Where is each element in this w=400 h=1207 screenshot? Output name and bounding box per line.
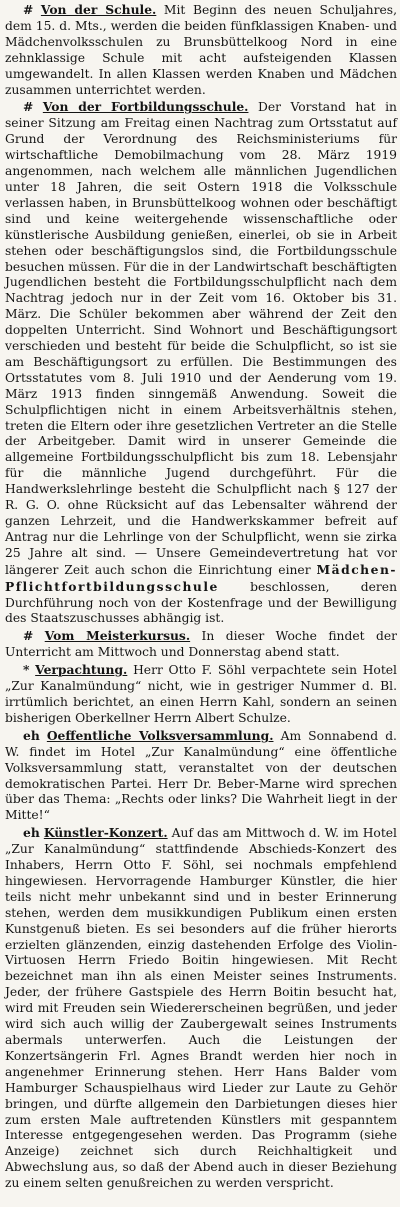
article-body: In dieser Woche findet der Unterricht am Mittwoch und Donnerstag abend statt. (5, 629, 397, 660)
article-body-continued: beschlossen, deren Durchführung noch von der Kostenfrage und der Bewilligung des Staatszuschusses abhängig ist. (5, 579, 397, 626)
article-body: Der Vorstand hat in seiner Sitzung am Freitag einen Nachtrag zum Ortsstatut auf Grund der Verordnung des Reichsministeriums für wirtschaftliche Demobilmachung vom 28. März 1919 angenommen, nach welchem alle männlichen Jugendlichen unter 18 Jahren, die seit Ostern 1918 die Volksschule verlassen haben, in Brunsbüttelkoog wohnen oder beschäftigt sind und keine weitergehende wissenschaftliche oder künstlerische Ausbildung genießen, einerlei, ob sie in Arbeit stehen oder beschäftigungslos sind, die Fortbildungsschule besuchen müssen. Für die in der Landwirtschaft beschäftigten Jugendlichen besteht die Fortbildungsschulpflicht nach dem Nachtrag jedoch nur in der Zeit vom 16. Oktober bis 31. März. Die Schüler bekommen aber während der Zeit den doppelten Unterricht. Sind Wohnort und Beschäftigungsort verschieden und besteht für beide die Schulpflicht, so ist sie am Beschäftigungsort zu erfüllen. Die Bestimmungen des Ortsstatutes vom 8. Juli 1910 und der Aenderung vom 19. März 1913 finden sinngemäß Anwendung. Soweit die Schulpflichtigen nicht in einem Arbeitsverhältnis stehen, treten die Eltern oder ihre gesetzlichen Vertreter an die Stelle der Arbeitgeber. Damit wird in unserer Gemeinde die allgemeine Fortbildungsschulpflicht bis zum 18. Lebensjahr für die männliche Jugend durchgeführt. Für die Handwerkslehrlinge besteht die Schulpflicht nach § 127 der R. G. O. ohne Rücksicht auf das Lebensalter während der ganzen Lehrzeit, und die Handwerkskammer befreit auf Antrag nur die Lehrlinge von der Schulpflicht, wenn sie zirka 25 Jahre alt sind. — Unsere Gemeindevertretung hat vor längerer Zeit auch schon die Einrichtung einer (5, 100, 397, 577)
article-marker: # (23, 99, 34, 115)
article-heading: Vom Meisterkursus. (44, 628, 191, 644)
article-verpachtung (5, 662, 397, 727)
article-body: Am Sonnabend d. W. findet im Hotel „Zur Kanalmündung“ eine öffentliche Volksversammlung statt, veranstaltet von der deutschen demokratischen Partei. Herr Dr. Beber-Marne wird sprechen über das Thema: „Rechts oder links? Die Wahrheit liegt in der Mitte!“ (5, 728, 397, 823)
article-marker: * (23, 662, 30, 678)
article-heading: Verpachtung. (35, 662, 128, 678)
article-marker: eh (23, 727, 40, 743)
article-body: Mit Beginn des neuen Schuljahres, dem 15. d. Mts., werden die beiden fünfklassigen Knaben- und Mädchenvolksschulen zu Brunsbüttelkoog Nord in eine zehnklassige Schule mit acht aufsteigenden Klassen umgewandelt. In allen Klassen werden Knaben und Mädchen zusammen unterrichtet werden. (5, 3, 397, 97)
article-heading: Von der Schule. (40, 2, 157, 17)
article-spaced-term: Mädchen-Pflichtfortbildungsschule (5, 561, 397, 594)
article-heading: Oeffentliche Volksversammlung. (46, 727, 274, 743)
article-volksversammlung (5, 728, 397, 824)
article-body: Herr Otto F. Söhl verpachtete sein Hotel „Zur Kanalmündung“ nicht, wie in gestriger Nummer d. Bl. irrtümlich berichtet, an einen Herrn Kahl, sondern an seinen bisherigen Oberkellner Herrn Albert Schulze. (5, 663, 397, 725)
article-body: Auf das am Mittwoch d. W. im Hotel „Zur Kanalmündung“ stattfindende Abschieds-Konzert des Inhabers, Herrn Otto F. Söhl, sei nochmals empfehlend hingewiesen. Hervorragende Hamburger Künstler, die hier teils nicht mehr unbekannt sind und in bester Erinnerung stehen, werden dem musikkundigen Publikum einen ersten Kunstgenuß bieten. Es sei besonders auf die früher hierorts erzielten glänzenden, einzig dastehenden Erfolge des Violin-Virtuosen Herrn Friedo Boitin hingewiesen. Mit Recht bezeichnet man ihn als einen Meister seines Instruments. Jeder, der frühere Gastspiele des Herrn Boitin besucht hat, wird mit Freuden sein Wiedererscheinen begrüßen, und jeder wird sich auch willig der Zaubergewalt seines Instruments abermals unterwerfen. Auch die Leistungen der Konzertsängerin Frl. Agnes Brandt werden hier noch in angenehmer Erinnerung stehen. Herr Hans Balder vom Hamburger Schauspielhaus wird Lieder zur Laute zu Gehör bringen, und dürfte allgemein den Darbietungen dieses hier zum ersten Male auftretenden Künstlers mit gespanntem Interesse entgegengesehen werden. Das Programm (siehe Anzeige) zeichnet sich durch Reichhaltigkeit und Abwechslung aus, so daß der Abend auch in dieser Beziehung zu einem selten genußreichen zu werden verspricht. (5, 826, 397, 1191)
article-fortbildungsschule (5, 99, 397, 627)
newspaper-column (5, 2, 397, 1192)
article-schule (5, 2, 397, 98)
article-marker: # (23, 628, 34, 644)
article-kuenstler-konzert (5, 825, 397, 1192)
article-heading: Künstler-Konzert. (43, 825, 168, 841)
article-marker: # (23, 2, 34, 17)
article-marker: eh (23, 825, 40, 841)
article-meisterkursus (5, 628, 397, 661)
article-heading: Von der Fortbildungsschule. (42, 99, 249, 115)
